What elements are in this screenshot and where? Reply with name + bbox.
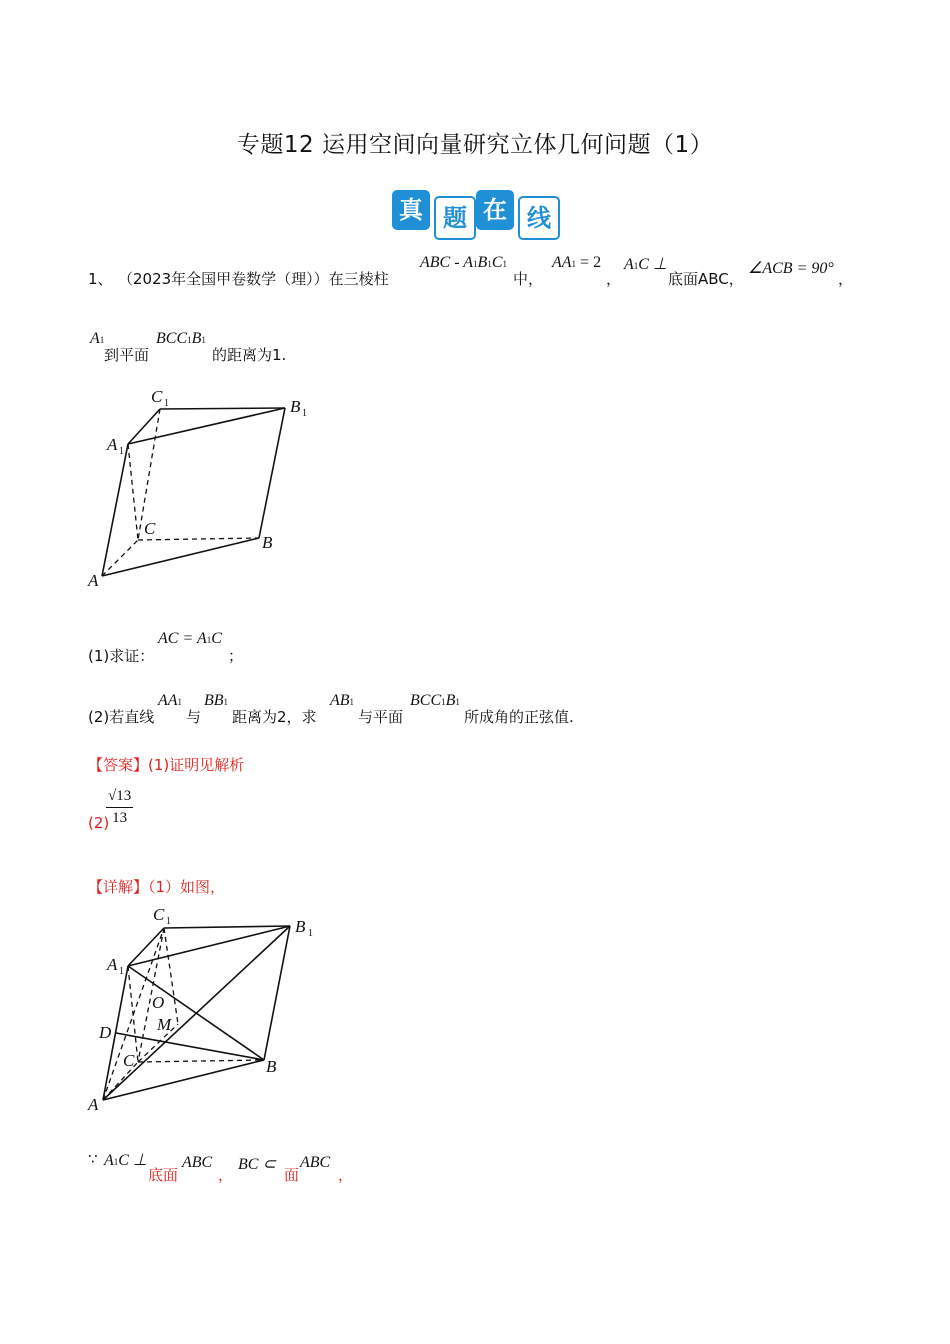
part1-expr: AC = A1C: [158, 630, 222, 647]
fig2-label-a1: A: [107, 955, 118, 974]
plane-bcc1b1: BCC1B1: [156, 330, 206, 347]
question-source: （2023年全国甲卷数学（理））在三棱柱: [118, 270, 389, 288]
a1-point: A1: [90, 330, 105, 347]
fig1-label-c1: C: [151, 387, 163, 406]
fig1-label-b: B: [262, 533, 273, 552]
fig1-label-a1: A: [107, 435, 118, 454]
banner-char-4: 线: [518, 196, 560, 240]
svg-text:1: 1: [308, 928, 313, 939]
q1-to-plane: 到平面: [104, 346, 150, 364]
svg-text:1: 1: [119, 966, 124, 977]
part1-label: (1)求证：: [88, 647, 155, 665]
fig2-label-c: C: [123, 1051, 135, 1070]
fig1-label-a: A: [88, 571, 99, 590]
last-base: 底面: [148, 1166, 179, 1184]
part2-label: (2)若直线: [88, 708, 155, 726]
aa1-eq: AA1 = 2: [552, 254, 602, 271]
answer-tag: 【答案】(1)证明见解析: [88, 756, 245, 774]
fig2-label-b1: B: [295, 917, 306, 936]
last-comma2: ，: [338, 1166, 354, 1184]
q1-comma: ，: [606, 270, 622, 288]
part2-plane: BCC1B1: [410, 692, 460, 709]
q1-base: 底面ABC，: [668, 270, 744, 288]
last-abc2: ABC: [300, 1154, 331, 1171]
q1-end: ，: [838, 270, 854, 288]
question-number: 1、: [88, 270, 113, 288]
part1-semicolon: ；: [228, 647, 244, 665]
svg-text:1: 1: [166, 916, 171, 927]
part2-bb1: BB1: [204, 692, 229, 709]
fig2-label-a: A: [88, 1095, 99, 1114]
detail-tag: 【详解】（1）如图，: [88, 878, 226, 896]
banner-char-1: 真: [392, 190, 430, 230]
angle-acb: ∠ACB = 90°: [748, 260, 834, 277]
banner-char-3: 在: [476, 190, 514, 230]
page-title: 专题12 运用空间向量研究立体几何问题（1）: [236, 132, 714, 158]
fraction-denominator: 13: [112, 810, 128, 826]
last-bc-subset: BC ⊂: [238, 1156, 276, 1173]
part2-yu: 与: [186, 708, 202, 726]
banner-char-2: 题: [434, 196, 476, 240]
fig2-label-o: O: [152, 993, 165, 1012]
last-mian: 面: [284, 1166, 300, 1184]
svg-text:1: 1: [119, 446, 124, 457]
fig2-label-m: M: [157, 1015, 172, 1034]
part2-aa1: AA1: [158, 692, 183, 709]
part2-ab1: AB1: [330, 692, 355, 709]
fig1-label-b1: B: [290, 397, 301, 416]
last-comma: ，: [218, 1166, 234, 1184]
fig1-label-c: C: [144, 519, 156, 538]
last-abc: ABC: [182, 1154, 213, 1171]
prism-name: ABC - A1B1C1: [420, 254, 507, 271]
fig2-label-c1: C: [153, 905, 165, 924]
svg-text:1: 1: [164, 398, 169, 409]
fig2-label-b: B: [266, 1057, 277, 1076]
part2-plane-prefix: 与平面: [358, 708, 404, 726]
part2-distance: 距离为2，求: [232, 708, 317, 726]
answer-part2-label: (2): [88, 814, 110, 832]
q1-distance: 的距离为1.: [212, 346, 287, 364]
part2-end: 所成角的正弦值.: [464, 708, 574, 726]
svg-text:1: 1: [302, 408, 307, 419]
q1-mid: 中，: [513, 270, 544, 288]
because-symbol: ∵: [88, 1150, 98, 1168]
fig2-label-d: D: [99, 1023, 112, 1042]
fraction-numerator: √13: [108, 788, 132, 804]
a1c-perp: A1C ⊥: [624, 256, 667, 273]
last-a1c-perp: A1C ⊥: [104, 1152, 147, 1169]
